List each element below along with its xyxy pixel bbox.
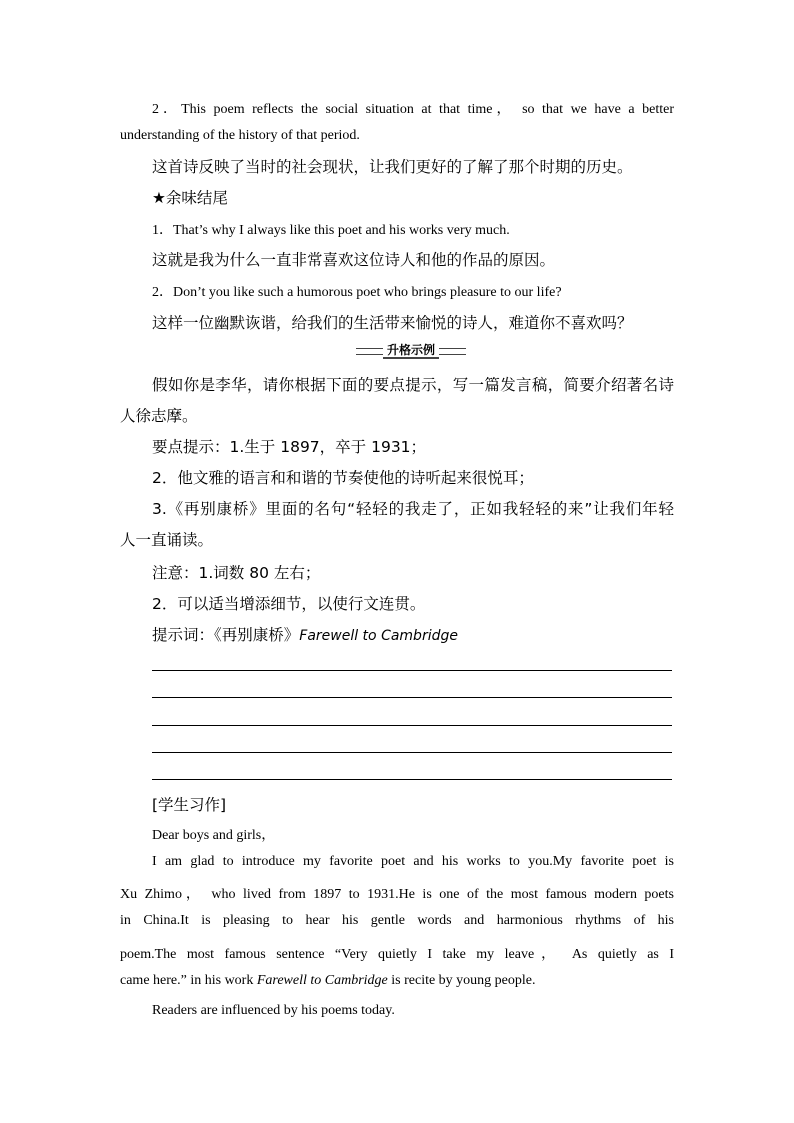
- draft-para1-line-1: I am glad to introduce my favorite poet and his works to you.My favorite poet is: [152, 854, 674, 869]
- banner-rule-left: [356, 348, 383, 355]
- draft-line5-title: Farewell to Cambridge: [256, 973, 388, 988]
- draft-para1-line-2: Xu Zhimo， who lived from 1897 to 1931.He is one of the most famous modern poets: [120, 887, 674, 902]
- p2-english-line-2: understanding of the history of that period.: [120, 128, 360, 143]
- p2-chinese: 这首诗反映了当时的社会现状，让我们更好的了解了那个时期的历史。: [152, 158, 633, 176]
- task-hint: [152, 623, 674, 645]
- draft-para1-line-3: in China.It is pleasing to hear his gentle words and harmonious rhythms of his: [120, 913, 674, 928]
- banner-label: 升格示例: [383, 343, 439, 359]
- task-point-3-line-2: 人一直诵读。: [120, 531, 214, 549]
- writing-line-4: [152, 752, 672, 753]
- student-draft-label: [学生习作]: [152, 796, 227, 814]
- hint-label: 提示词：《再别康桥》: [152, 626, 300, 644]
- task-point-2: 2．他文雅的语言和和谐的节奏使他的诗听起来很悦耳；: [152, 469, 534, 487]
- task-prompt-line-2: 人徐志摩。: [120, 407, 198, 425]
- section-banner: [356, 343, 466, 359]
- draft-para1-line-5: [120, 973, 674, 989]
- ending-2-chinese: 这样一位幽默诙谐，给我们的生活带来愉悦的诗人，难道你不喜欢吗？: [152, 314, 633, 332]
- p2-english-line-1: 2．This poem reflects the social situation at that time， so that we have a better: [152, 102, 674, 117]
- draft-para1-line-4: poem.The most famous sentence “Very quietly I take my leave， As quietly as I: [120, 947, 674, 962]
- draft-line5-start: came here.” in his work: [120, 973, 257, 988]
- ending-1-english: 1．That’s why I always like this poet and his works very much.: [152, 223, 510, 238]
- ending-heading: ★余味结尾: [152, 189, 228, 207]
- draft-line5-end: is recite by young people.: [387, 973, 536, 988]
- writing-line-1: [152, 670, 672, 671]
- task-point-3-line-1: 3.《再别康桥》里面的名句“轻轻的我走了，正如我轻轻的来”让我们年轻: [152, 500, 674, 518]
- banner-rule-right: [439, 348, 466, 355]
- task-note-2: 2．可以适当增添细节，以使行文连贯。: [152, 595, 426, 613]
- draft-para2: Readers are influenced by his poems today.: [152, 1003, 395, 1018]
- task-point-1: 要点提示：1.生于 1897，卒于 1931；: [152, 438, 427, 456]
- writing-line-2: [152, 697, 672, 698]
- writing-line-3: [152, 725, 672, 726]
- hint-english-title: Farewell to Cambridge: [299, 628, 458, 644]
- task-prompt-line-1: 假如你是李华，请你根据下面的要点提示，写一篇发言稿，简要介绍著名诗: [152, 376, 674, 394]
- ending-2-english: 2．Don’t you like such a humorous poet who brings pleasure to our life?: [152, 285, 562, 300]
- writing-line-5: [152, 779, 672, 780]
- task-note-1: 注意：1.词数 80 左右；: [152, 564, 321, 582]
- ending-1-chinese: 这就是我为什么一直非常喜欢这位诗人和他的作品的原因。: [152, 251, 556, 269]
- draft-greeting: Dear boys and girls，: [152, 828, 276, 843]
